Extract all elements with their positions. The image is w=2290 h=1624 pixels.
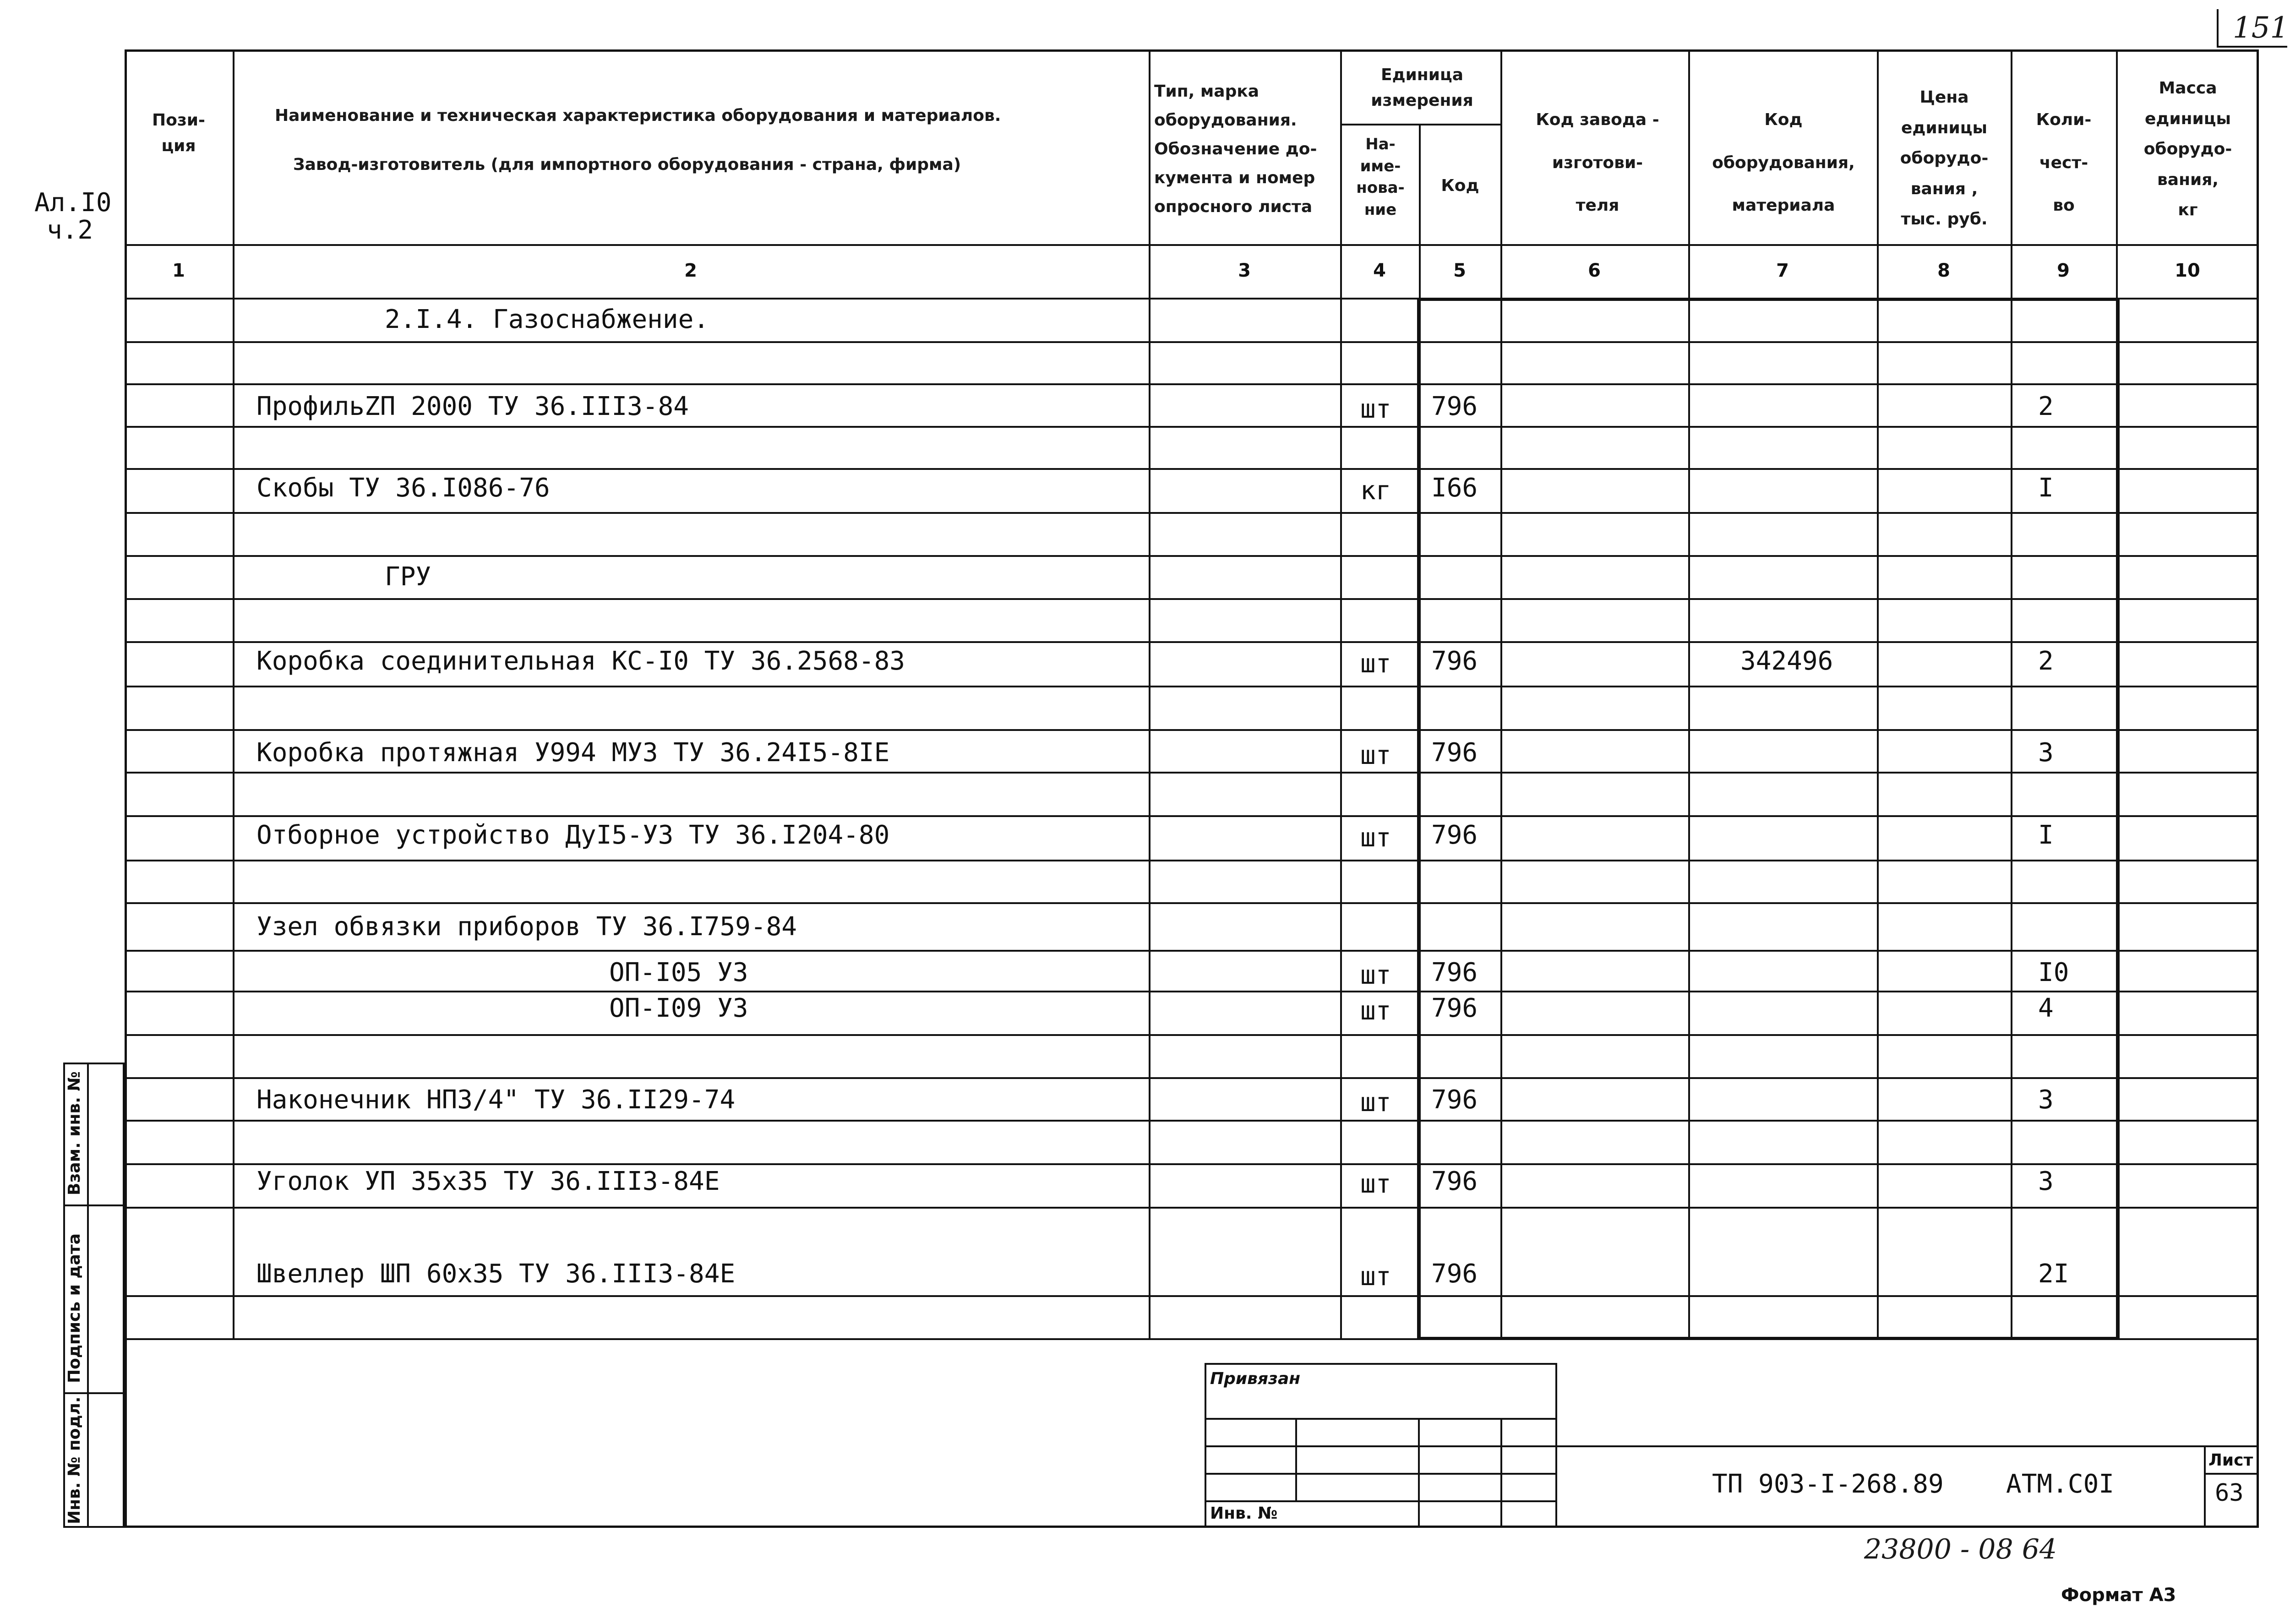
colnum-1: 1: [172, 260, 185, 281]
row-code: 796: [1431, 1166, 1478, 1196]
colnum-8: 8: [1937, 260, 1950, 281]
row-unit: шт: [1360, 394, 1391, 424]
row-name: Отборное устройство ДуI5-УЗ ТУ 36.I204-80: [256, 820, 890, 850]
colnum-4: 4: [1373, 260, 1386, 281]
row-qty: I: [2038, 473, 2054, 503]
row-name: Коробка протяжная У994 МУЗ ТУ 36.24I5-8IЕ: [256, 738, 890, 768]
row-qty: 2I: [2038, 1259, 2069, 1289]
margin-note-line1: Ал.I0: [34, 188, 112, 218]
hdr-name-line1: Наименование и техническая характеристика оборудования и материалов.: [275, 106, 1001, 125]
colnum-10: 10: [2175, 260, 2200, 281]
margin-note-line2: ч.2: [47, 215, 93, 245]
hdr-type: Тип, марка оборудования. Обозначение до- кумента и номер опросного листа: [1154, 82, 1317, 216]
row-unit: шт: [1360, 823, 1391, 853]
row-unit: шт: [1360, 1169, 1391, 1199]
row-qty: 3: [2038, 738, 2054, 768]
row-qty: 4: [2038, 993, 2054, 1023]
row-qty: 3: [2038, 1166, 2054, 1196]
bold-block: [1417, 298, 2120, 1340]
row-qty: 2: [2038, 392, 2054, 421]
row-name: Коробка соединительная КС-I0 ТУ 36.2568-83: [256, 646, 905, 676]
row-unit: шт: [1360, 1262, 1391, 1292]
row-qty: 2: [2038, 646, 2054, 676]
colnum-5: 5: [1453, 260, 1466, 281]
row-code: 796: [1431, 958, 1478, 987]
row-name: Швеллер ШП 60x35 ТУ 36.III3-84Е: [256, 1259, 736, 1289]
row-name: Скобы ТУ 36.I086-76: [256, 473, 550, 503]
sheet-number: 63: [2215, 1479, 2244, 1507]
row-name: Узел обвязки приборов ТУ 36.I759-84: [256, 912, 797, 942]
row-code: 796: [1431, 1085, 1478, 1115]
row-qty: I: [2038, 820, 2054, 850]
colnum-3: 3: [1238, 260, 1251, 281]
row-name: 2.I.4. Газоснабжение.: [385, 305, 709, 334]
row-unit: шт: [1360, 996, 1391, 1026]
hdr-factory-code: Код завода - изготови- теля: [1536, 110, 1659, 215]
row-equip-code: 342496: [1740, 646, 1833, 676]
row-qty: I0: [2038, 958, 2069, 987]
row-qty: 3: [2038, 1085, 2054, 1115]
row-name: ОП-I09 УЗ: [609, 993, 748, 1023]
row-unit: шт: [1360, 741, 1391, 770]
row-name: Наконечник НП3/4" ТУ 36.II29-74: [256, 1085, 736, 1115]
row-name: Уголок УП 35x35 ТУ 36.III3-84Е: [256, 1166, 720, 1196]
hdr-unit-code: Код: [1441, 176, 1479, 195]
row-code: 796: [1431, 738, 1478, 768]
side-inv: Инв. № подл.: [65, 1396, 84, 1524]
bottom-note: 23800 - 08 64: [1864, 1533, 2057, 1565]
hdr-name-line2: Завод-изготовитель (для импортного оборудования - страна, фирма): [293, 155, 961, 174]
side-vzam: Взам. инв. №: [65, 1071, 84, 1195]
sheet-label: Лист: [2208, 1451, 2253, 1470]
inv-no-label: Инв. №: [1210, 1504, 1278, 1523]
colnum-6: 6: [1588, 260, 1601, 281]
hdr-qty: Коли- чест- во: [2036, 110, 2092, 215]
row-code: I66: [1431, 473, 1478, 503]
row-name: ОП-I05 УЗ: [609, 958, 748, 987]
hdr-position: Пози- ция: [152, 111, 205, 155]
row-name: ПрофильZП 2000 ТУ 36.III3-84: [256, 392, 689, 421]
row-code: 796: [1431, 1259, 1478, 1289]
hdr-unit: Единица измерения: [1371, 65, 1473, 110]
row-unit: шт: [1360, 960, 1391, 990]
hdr-equip-code: Код оборудования, материала: [1712, 110, 1855, 215]
doc-mark: АТМ.С0I: [2006, 1469, 2115, 1499]
row-unit: шт: [1360, 649, 1391, 679]
colnum-7: 7: [1776, 260, 1789, 281]
row-code: 796: [1431, 392, 1478, 421]
sheet-mark: 151: [2233, 11, 2289, 45]
row-unit: шт: [1360, 1088, 1391, 1117]
colnum-2: 2: [684, 260, 697, 281]
hdr-mass: Масса единицы оборудо- вания, кг: [2143, 79, 2232, 220]
doc-code: ТП 903-I-268.89: [1712, 1469, 1944, 1499]
row-code: 796: [1431, 993, 1478, 1023]
hdr-unit-name: На- име- нова- ние: [1356, 135, 1405, 219]
hdr-price: Цена единицы оборудо- вания , тыс. руб.: [1900, 88, 1989, 229]
format-label: Формат А3: [2061, 1585, 2176, 1606]
row-name: ГРУ: [385, 562, 431, 592]
colnum-9: 9: [2057, 260, 2070, 281]
privyazan-label: Привязан: [1210, 1369, 1301, 1388]
row-unit: кг: [1360, 476, 1391, 506]
row-code: 796: [1431, 646, 1478, 676]
row-code: 796: [1431, 820, 1478, 850]
side-podpis: Подпись и дата: [65, 1233, 84, 1383]
